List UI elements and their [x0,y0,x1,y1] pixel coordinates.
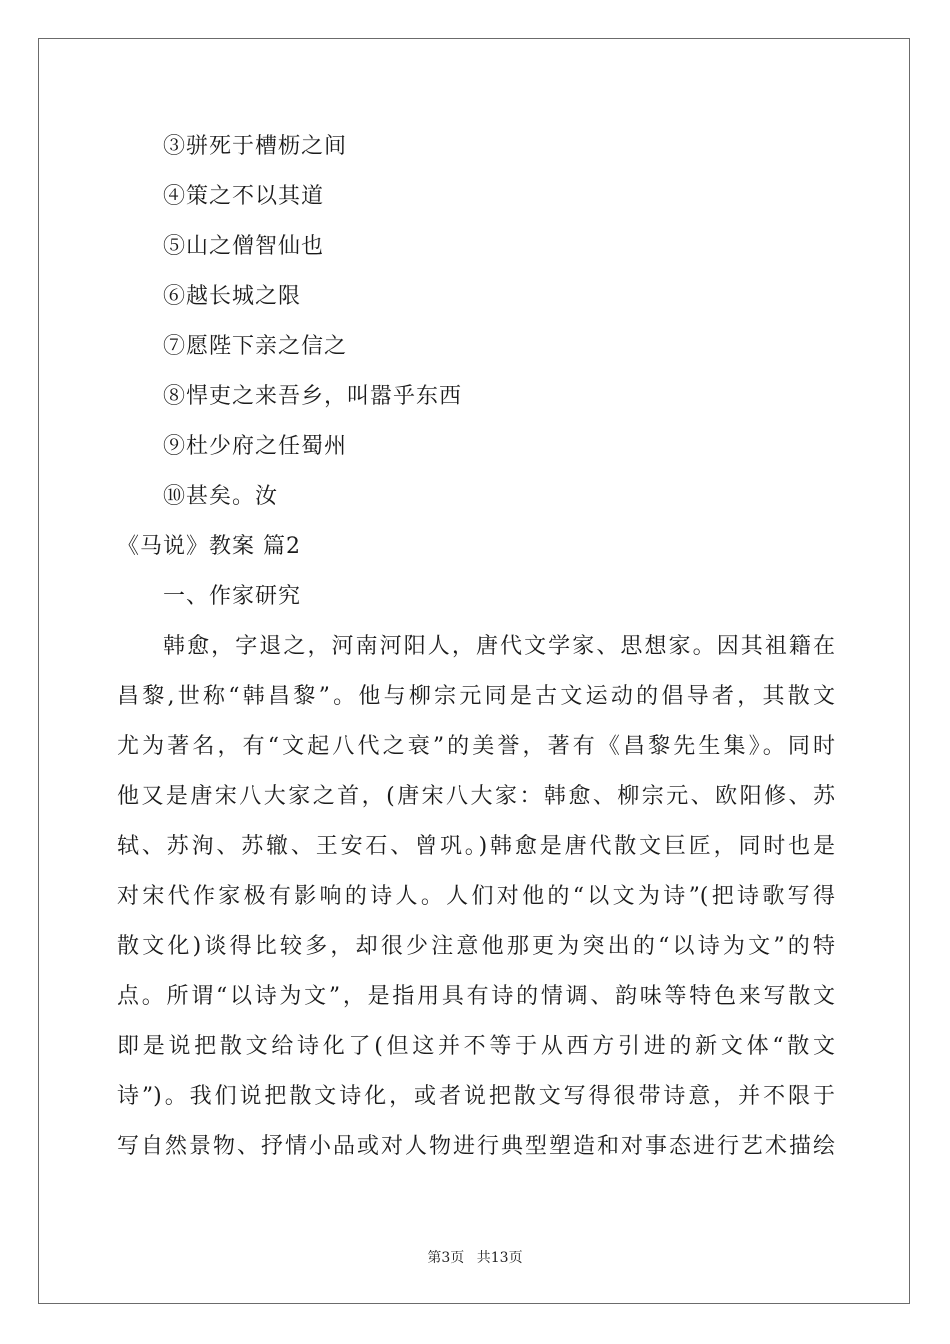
paragraph-line: 尤为著名，有“文起八代之衰”的美誉，著有《昌黎先生集》。同时 [117,734,835,759]
subheading: 一、作家研究 [163,584,302,609]
paragraph-line: 对宋代作家极有影响的诗人。人们对他的“以文为诗”(把诗歌写得 [117,884,835,909]
list-item: ⑩甚矣。汝 [163,484,279,509]
paragraph-line: 即是说把散文给诗化了(但这并不等于从西方引进的新文体“散文 [117,1034,835,1059]
paragraph-line: 昌黎,世称“韩昌黎”。他与柳宗元同是古文运动的倡导者，其散文 [117,684,835,709]
paragraph-line: 散文化)谈得比较多，却很少注意他那更为突出的“以诗为文”的特 [117,934,835,959]
page-number: 第3页 [427,1250,465,1266]
list-item: ③骈死于槽枥之间 [163,134,348,159]
list-item: ⑧悍吏之来吾乡，叫嚣乎东西 [163,384,463,409]
paragraph-line: 他又是唐宋八大家之首，(唐宋八大家：韩愈、柳宗元、欧阳修、苏 [117,784,835,809]
list-item: ⑥越长城之限 [163,284,302,309]
list-item: ④策之不以其道 [163,184,325,209]
document-body [117,122,835,1172]
paragraph-line: 韩愈，字退之，河南河阳人，唐代文学家、思想家。因其祖籍在 [163,634,835,659]
total-pages: 共13页 [476,1250,523,1266]
page-footer [0,1247,950,1267]
paragraph-line: 点。所谓“以诗为文”，是指用具有诗的情调、韵味等特色来写散文 [117,984,835,1009]
section-title: 《马说》教案 篇2 [117,534,301,559]
paragraph-line: 写自然景物、抒情小品或对人物进行典型塑造和对事态进行艺术描绘 [117,1134,835,1159]
list-item: ⑦愿陛下亲之信之 [163,334,348,359]
paragraph-line: 诗”)。我们说把散文诗化，或者说把散文写得很带诗意，并不限于 [117,1084,835,1109]
list-item: ⑤山之僧智仙也 [163,234,325,259]
paragraph-line: 轼、苏洵、苏辙、王安石、曾巩。)韩愈是唐代散文巨匠，同时也是 [117,834,835,859]
list-item: ⑨杜少府之任蜀州 [163,434,348,459]
